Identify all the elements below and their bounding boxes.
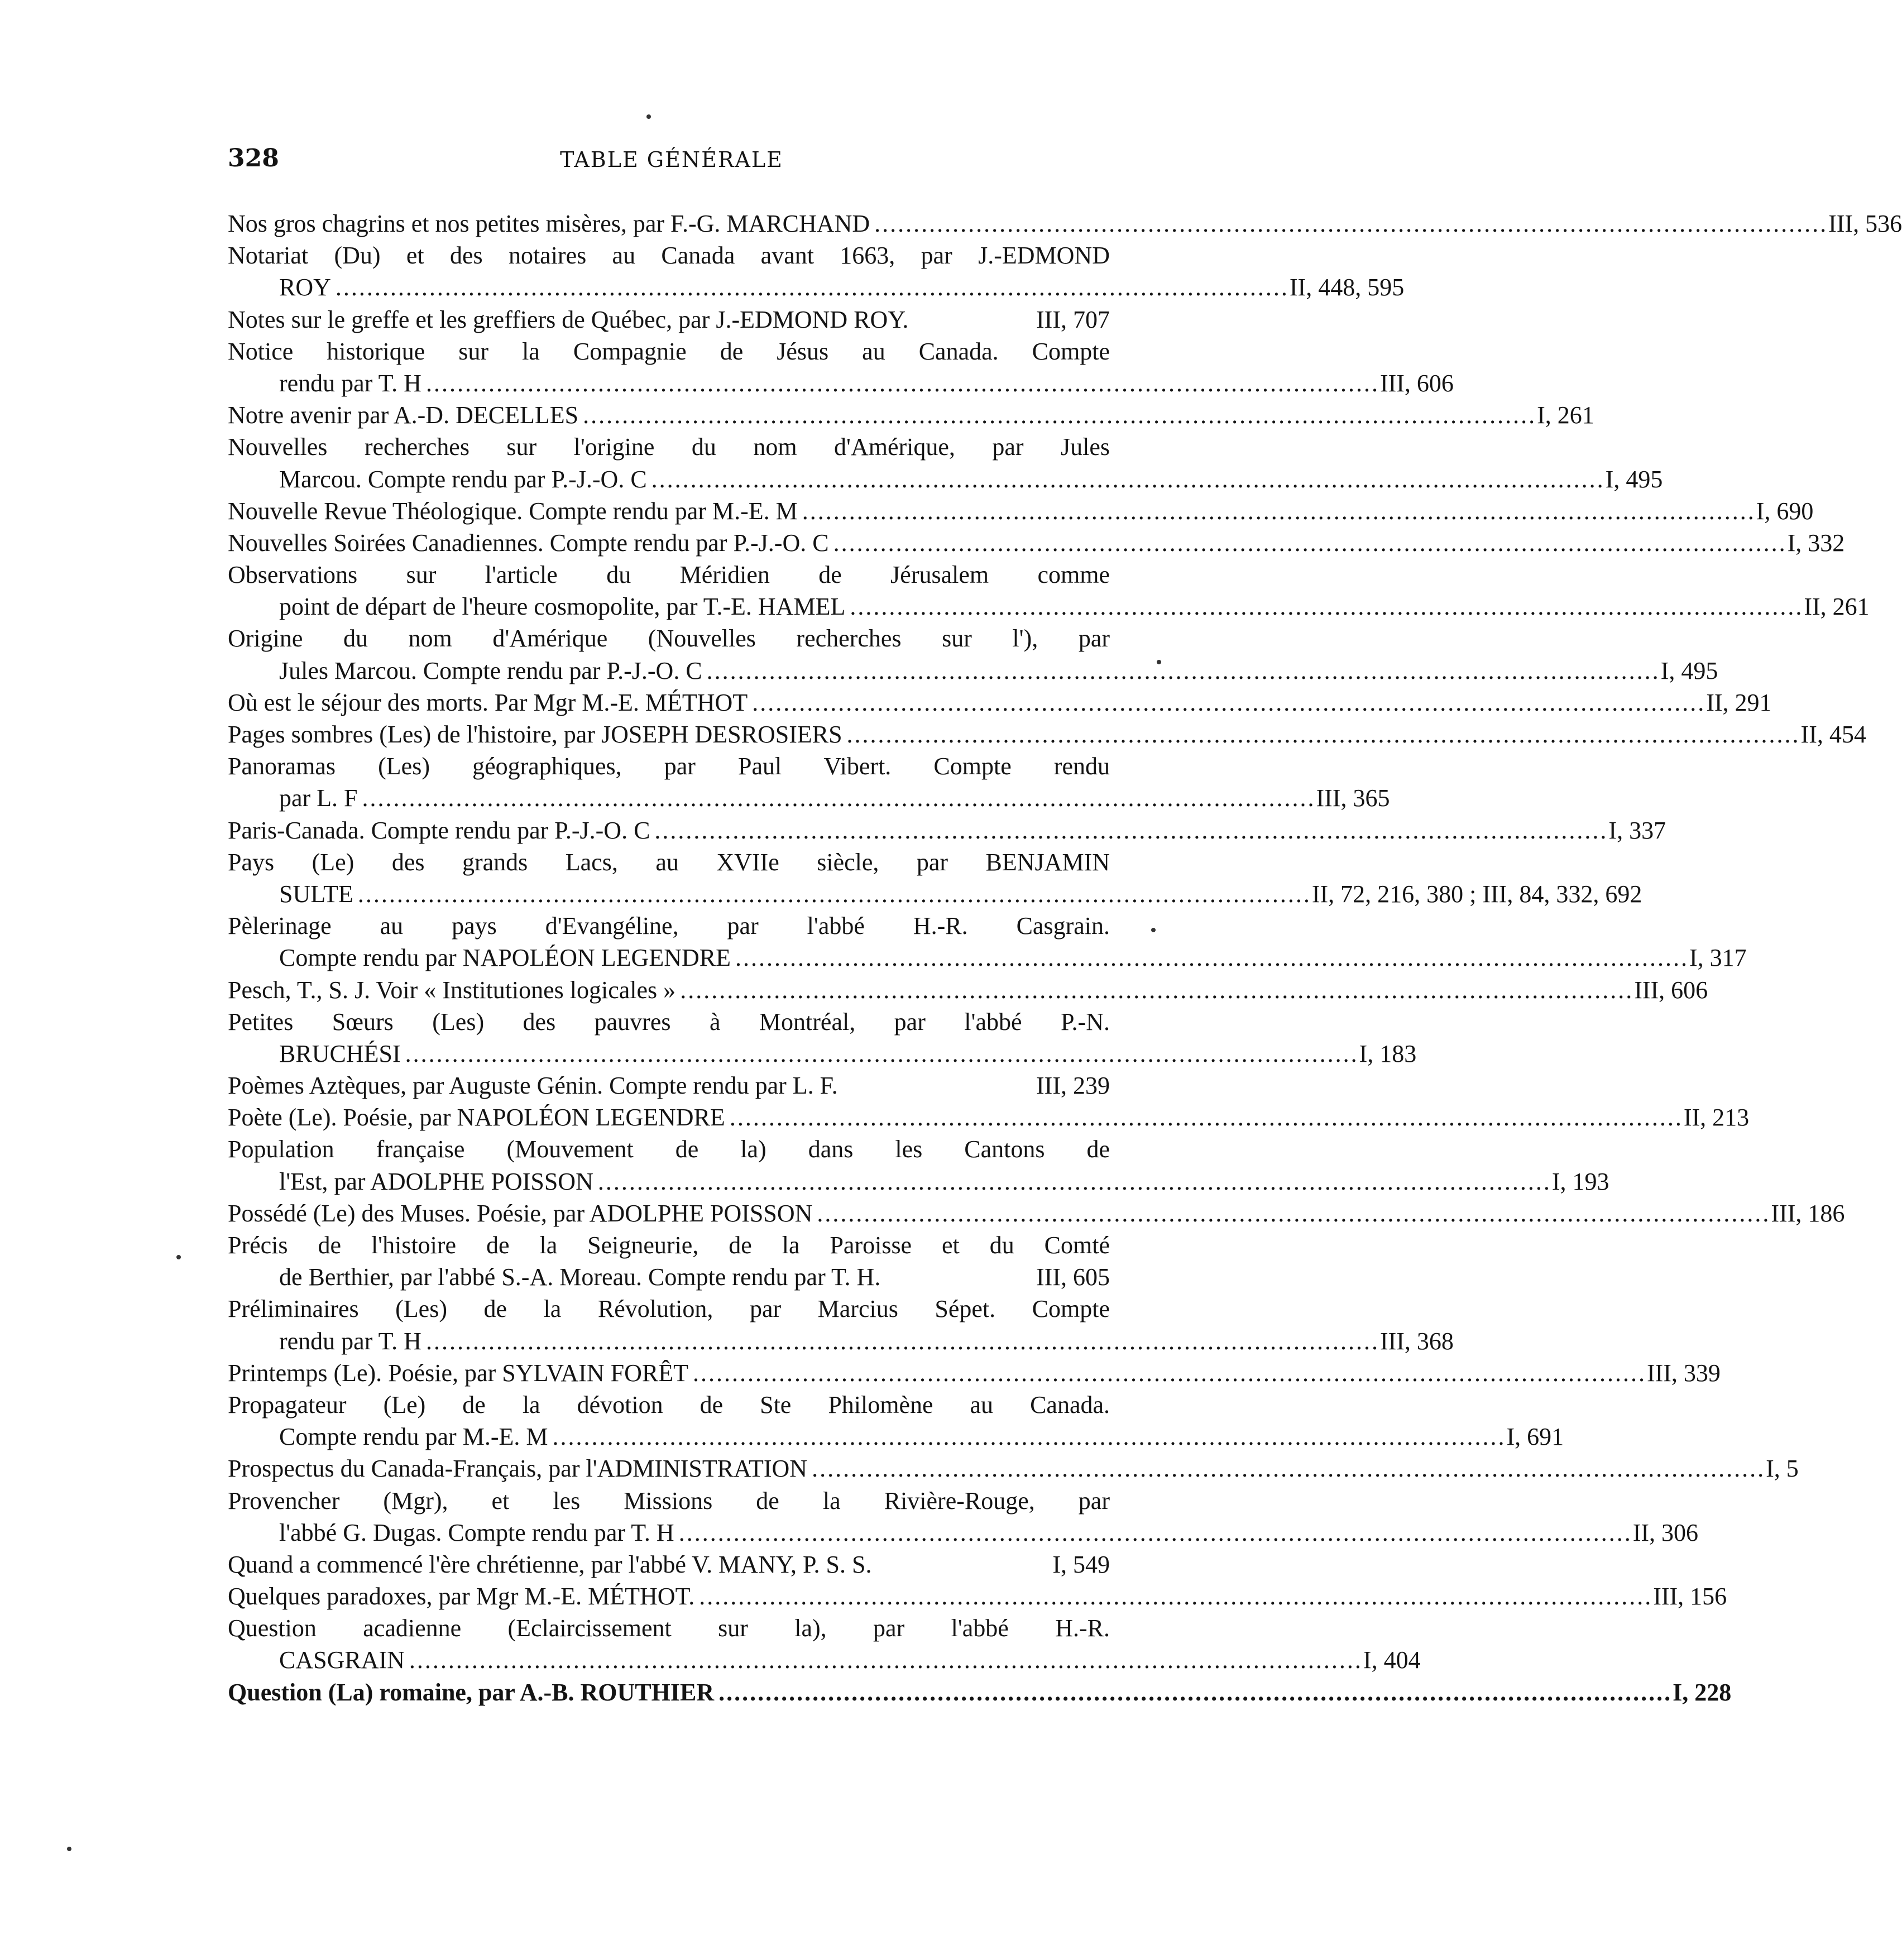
volume-page-reference: I, 691 [1506, 1423, 1564, 1451]
volume-page-reference: I, 495 [1660, 656, 1718, 684]
index-entry-line [228, 591, 1870, 622]
dot-leader [735, 942, 1685, 974]
index-entry-line [228, 1293, 1110, 1325]
entry-text: ROY [279, 274, 331, 301]
volume-page-reference: I, 549 [1052, 1550, 1110, 1578]
entry-text: Question acadienne (Eclaircissement sur la), par l'abbé H.-R. [228, 1614, 1110, 1642]
dot-leader [651, 463, 1601, 495]
index-entry-line [228, 1261, 1110, 1293]
volume-page-reference: III, 606 [1634, 976, 1708, 1004]
volume-page-reference: I, 317 [1689, 944, 1747, 972]
volume-page-reference: I, 332 [1787, 529, 1845, 557]
index-entry-line [228, 336, 1110, 367]
entry-text: Observations sur l'article du Méridien de Jérusalem comme [228, 561, 1110, 589]
spacer [908, 304, 1036, 336]
dot-leader [752, 687, 1702, 718]
volume-page-reference: II, 448, 595 [1289, 274, 1405, 301]
volume-page-reference: III, 605 [1036, 1263, 1110, 1291]
index-entry-line [228, 1676, 1732, 1708]
index-entry-line [228, 1101, 1750, 1133]
volume-page-reference: III, 368 [1379, 1327, 1454, 1355]
entry-text: l'Est, par ADOLPHE POISSON [279, 1167, 593, 1195]
dot-leader [718, 1676, 1668, 1708]
volume-page-reference: I, 183 [1359, 1039, 1417, 1067]
index-entry-line [228, 1485, 1110, 1517]
entry-text: de Berthier, par l'abbé S.-A. Moreau. Compte rendu par T. H. [279, 1263, 881, 1291]
index-entry-line [228, 942, 1747, 974]
dot-leader [874, 208, 1824, 239]
index-entry-line [228, 1229, 1110, 1261]
volume-page-reference: II, 291 [1706, 688, 1772, 716]
dot-leader [707, 655, 1656, 687]
dot-leader [833, 527, 1783, 559]
index-entry-line [228, 622, 1110, 654]
index-entry-line [228, 1006, 1110, 1038]
page-number: 328 [228, 144, 279, 172]
entry-text: Quand a commencé l'ère chrétienne, par l'abbé V. MANY, P. S. S. [228, 1550, 872, 1578]
index-entry-line [228, 974, 1708, 1006]
index-entry-line [228, 1325, 1454, 1357]
entry-text: Marcou. Compte rendu par P.-J.-O. C [279, 465, 647, 493]
index-entry-line [228, 1357, 1721, 1389]
volume-page-reference: II, 261 [1804, 593, 1870, 621]
volume-page-reference: I, 495 [1605, 465, 1663, 493]
index-entry-line [228, 527, 1845, 559]
index-entry-line [228, 718, 1866, 750]
volume-page-reference: III, 365 [1316, 784, 1390, 812]
entry-text: Compte rendu par M.-E. M [279, 1423, 548, 1451]
index-entry-line [228, 1166, 1609, 1197]
volume-page-reference: III, 536 [1828, 210, 1902, 237]
index-entry-line [228, 304, 1110, 336]
dot-leader [850, 591, 1799, 622]
entry-text: rendu par T. H [279, 1327, 421, 1355]
entry-text: Population française (Mouvement de la) dans les Cantons de [228, 1135, 1110, 1163]
entry-text: Possédé (Le) des Muses. Poésie, par ADOLPHE POISSON [228, 1199, 813, 1227]
entry-text: Notariat (Du) et des notaires au Canada avant 1663, par J.-EDMOND [228, 242, 1110, 270]
index-entry-line [228, 1644, 1421, 1676]
entry-text: Poèmes Aztèques, par Auguste Génin. Compte rendu par L. F. [228, 1072, 838, 1100]
dot-leader [583, 399, 1532, 431]
dot-leader [426, 1325, 1376, 1357]
index-entry-line [228, 655, 1718, 687]
dot-leader [358, 878, 1307, 910]
index-entries [228, 208, 1902, 1708]
entry-text: Pèlerinage au pays d'Evangéline, par l'abbé H.-R. Casgrain. [228, 912, 1110, 940]
index-entry-line [228, 1612, 1110, 1644]
volume-page-reference: I, 261 [1537, 401, 1594, 429]
dot-leader [654, 814, 1604, 846]
spacer [838, 1070, 1036, 1101]
dot-leader [802, 495, 1752, 527]
index-entry-line [228, 463, 1663, 495]
entry-text: l'abbé G. Dugas. Compte rendu par T. H [279, 1518, 674, 1546]
entry-text: SULTE [279, 880, 353, 908]
index-entry-line [228, 495, 1814, 527]
index-entry-line [228, 1389, 1110, 1421]
index-entry-line [228, 1517, 1699, 1549]
dot-leader [847, 718, 1796, 750]
volume-page-reference: I, 193 [1551, 1167, 1609, 1195]
entry-text: Nouvelles recherches sur l'origine du nom d'Amérique, par Jules [228, 433, 1110, 461]
entry-text: Compte rendu par NAPOLÉON LEGENDRE [279, 944, 731, 972]
volume-page-reference: III, 156 [1653, 1583, 1727, 1611]
index-entry-line [228, 782, 1390, 814]
index-entry-line [228, 1453, 1799, 1484]
volume-page-reference: III, 339 [1646, 1359, 1721, 1387]
index-entry-line [228, 910, 1110, 942]
index-entry-line [228, 399, 1594, 431]
print-speck [176, 1255, 181, 1259]
dot-leader [730, 1101, 1679, 1133]
index-entry-line [228, 846, 1110, 878]
entry-text: Question (La) romaine, par A.-B. ROUTHIER [228, 1678, 715, 1706]
dot-leader [598, 1166, 1548, 1197]
index-entry-line [228, 239, 1110, 271]
dot-leader [812, 1453, 1761, 1484]
entry-text: Propagateur (Le) de la dévotion de Ste Philomène au Canada. [228, 1391, 1110, 1419]
entry-text: Petites Sœurs (Les) des pauvres à Montréal, par l'abbé P.-N. [228, 1008, 1110, 1036]
entry-text: Où est le séjour des morts. Par Mgr M.-E. MÉTHOT [228, 688, 748, 716]
entry-text: Origine du nom d'Amérique (Nouvelles recherches sur l'), par [228, 625, 1110, 653]
dot-leader [409, 1644, 1359, 1676]
entry-text: Jules Marcou. Compte rendu par P.-J.-O. C [279, 656, 702, 684]
entry-text: Panoramas (Les) géographiques, par Paul Vibert. Compte rendu [228, 753, 1110, 780]
entry-text: Précis de l'histoire de la Seigneurie, de la Paroisse et du Comté [228, 1231, 1110, 1259]
entry-text: Pages sombres (Les) de l'histoire, par JOSEPH DESROSIERS [228, 721, 842, 748]
dot-leader [336, 271, 1285, 303]
spacer [872, 1549, 1053, 1580]
print-speck [1157, 660, 1161, 664]
volume-page-reference: II, 454 [1800, 721, 1866, 748]
entry-text: Provencher (Mgr), et les Missions de la Rivière-Rouge, par [228, 1487, 1110, 1515]
print-speck [646, 114, 651, 119]
entry-text: Préliminaires (Les) de la Révolution, par Marcius Sépet. Compte [228, 1295, 1110, 1323]
index-entry-line [228, 1549, 1110, 1580]
entry-text: Poète (Le). Poésie, par NAPOLÉON LEGENDRE [228, 1104, 725, 1132]
entry-text: Notice historique sur la Compagnie de Jésus au Canada. Compte [228, 337, 1110, 365]
volume-page-reference: II, 213 [1683, 1104, 1750, 1132]
entry-text: par L. F [279, 784, 358, 812]
entry-text: Nouvelle Revue Théologique. Compte rendu par M.-E. M [228, 497, 798, 525]
volume-page-reference: III, 606 [1379, 369, 1454, 397]
print-speck [1151, 928, 1156, 932]
volume-page-reference: I, 337 [1608, 816, 1666, 844]
volume-page-reference: I, 404 [1363, 1646, 1421, 1674]
entry-text: point de départ de l'heure cosmopolite, par T.-E. HAMEL [279, 593, 846, 621]
entry-text: Pesch, T., S. J. Voir « Institutiones logicales » [228, 976, 676, 1004]
index-entry-line [228, 1197, 1845, 1229]
dot-leader [552, 1421, 1502, 1453]
index-entry-line [228, 814, 1666, 846]
entry-text: Paris-Canada. Compte rendu par P.-J.-O. C [228, 816, 650, 844]
entry-text: BRUCHÉSI [279, 1039, 401, 1067]
index-entry-line [228, 1421, 1564, 1453]
dot-leader [405, 1038, 1355, 1070]
index-entry-line [228, 431, 1110, 463]
dot-leader [693, 1357, 1642, 1389]
volume-page-reference: III, 186 [1771, 1199, 1845, 1227]
entry-text: Nos gros chagrins et nos petites misères, par F.-G. MARCHAND [228, 210, 870, 237]
index-entry-line [228, 367, 1454, 399]
index-entry-line [228, 1580, 1727, 1612]
entry-text: Notre avenir par A.-D. DECELLES [228, 401, 579, 429]
index-entry-line [228, 208, 1902, 239]
volume-page-reference: I, 690 [1756, 497, 1814, 525]
volume-page-reference: III, 707 [1036, 305, 1110, 333]
page-header [228, 144, 1115, 178]
volume-page-reference: II, 72, 216, 380 ; III, 84, 332, 692 [1311, 880, 1642, 908]
volume-page-reference: III, 239 [1036, 1072, 1110, 1100]
entry-text: CASGRAIN [279, 1646, 405, 1674]
index-entry-line [228, 559, 1110, 591]
print-speck [67, 1847, 71, 1851]
index-entry-line [228, 750, 1110, 782]
volume-page-reference: II, 306 [1632, 1518, 1699, 1546]
page-title: TABLE GÉNÉRALE [560, 147, 783, 172]
entry-text: Printemps (Le). Poésie, par SYLVAIN FORÊT [228, 1359, 688, 1387]
dot-leader [362, 782, 1312, 814]
dot-leader [679, 1517, 1628, 1549]
dot-leader [680, 974, 1630, 1006]
index-entry-line [228, 1038, 1417, 1070]
spacer [880, 1261, 1036, 1293]
entry-text: Prospectus du Canada-Français, par l'ADMINISTRATION [228, 1455, 808, 1483]
entry-text: rendu par T. H [279, 369, 421, 397]
dot-leader [817, 1197, 1766, 1229]
volume-page-reference: I, 5 [1766, 1455, 1799, 1483]
index-entry-line [228, 1070, 1110, 1101]
dot-leader [426, 367, 1376, 399]
volume-page-reference: I, 228 [1673, 1678, 1732, 1706]
entry-text: Pays (Le) des grands Lacs, au XVIIe siècle, par BENJAMIN [228, 848, 1110, 876]
index-entry-line [228, 1133, 1110, 1165]
entry-text: Nouvelles Soirées Canadiennes. Compte rendu par P.-J.-O. C [228, 529, 829, 557]
index-entry-line [228, 878, 1642, 910]
index-entry-line [228, 271, 1405, 303]
entry-text: Notes sur le greffe et les greffiers de Québec, par J.-EDMOND ROY. [228, 305, 909, 333]
dot-leader [699, 1580, 1649, 1612]
index-entry-line [228, 687, 1772, 718]
entry-text: Quelques paradoxes, par Mgr M.-E. MÉTHOT. [228, 1583, 695, 1611]
